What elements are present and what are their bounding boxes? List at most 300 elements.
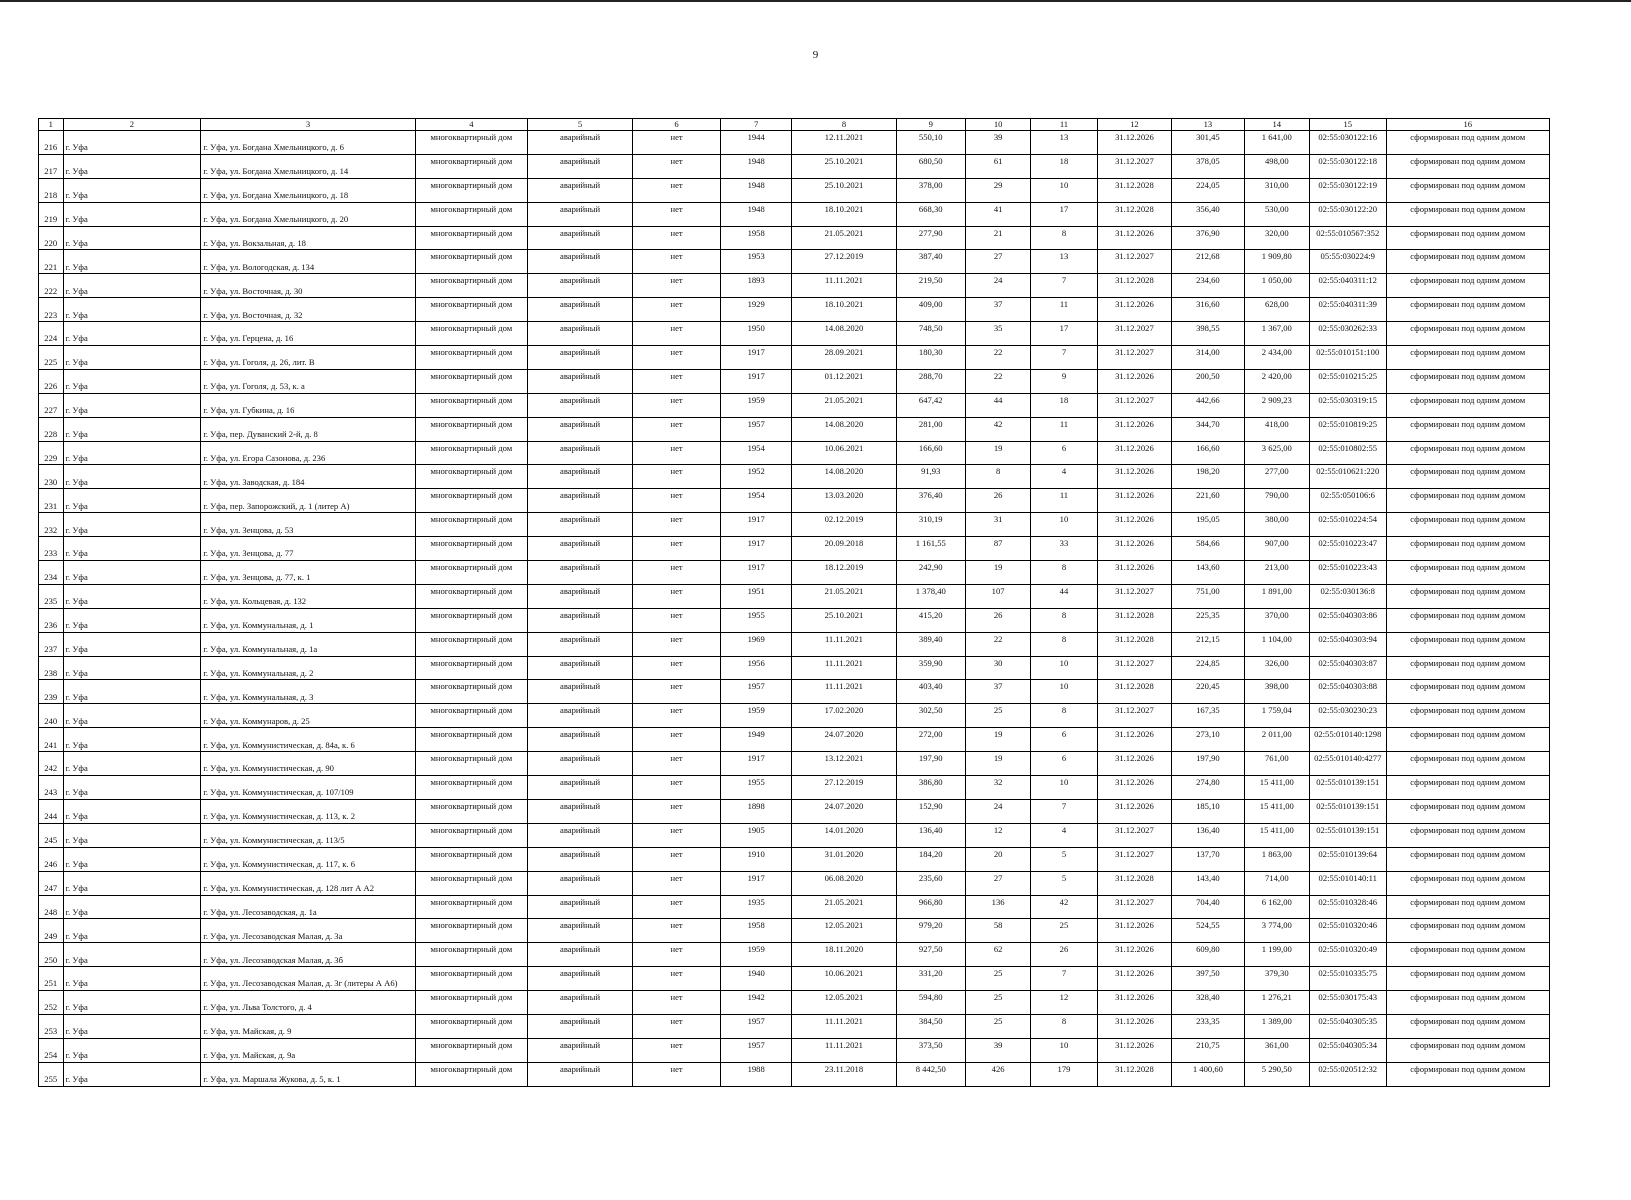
table-cell-col-1: 239: [39, 680, 64, 704]
table-cell-col-10: 44: [965, 393, 1030, 417]
table-cell-col-16: сформирован под одним домом: [1386, 513, 1549, 537]
table-cell-col-5: аварийный: [528, 489, 633, 513]
table-cell-col-7: 1955: [720, 608, 791, 632]
table-cell-col-11: 179: [1031, 1062, 1097, 1086]
table-cell-col-15: 02:55:010139:151: [1309, 776, 1386, 800]
table-cell-col-2: г. Уфа: [63, 704, 201, 728]
table-cell-col-3: г. Уфа, ул. Коммунаров, д. 25: [201, 704, 415, 728]
table-cell-col-15: 02:55:010802:55: [1309, 441, 1386, 465]
table-cell-col-13: 212,68: [1172, 250, 1244, 274]
table-cell-col-9: 184,20: [896, 847, 965, 871]
table-cell-col-6: нет: [633, 919, 721, 943]
column-header-12: 12: [1097, 119, 1172, 131]
table-cell-col-5: аварийный: [528, 728, 633, 752]
table-cell-col-11: 10: [1031, 680, 1097, 704]
table-cell-col-2: г. Уфа: [63, 561, 201, 585]
table-cell-col-9: 594,80: [896, 991, 965, 1015]
table-cell-col-6: нет: [633, 728, 721, 752]
table-cell-col-9: 748,50: [896, 322, 965, 346]
table-cell-col-8: 27.12.2019: [792, 776, 896, 800]
table-cell-col-15: 02:55:030136:8: [1309, 584, 1386, 608]
table-cell-col-10: 42: [965, 417, 1030, 441]
table-cell-col-14: 1 276,21: [1244, 991, 1309, 1015]
table-cell-col-6: нет: [633, 489, 721, 513]
table-cell-col-15: 02:55:030122:16: [1309, 131, 1386, 155]
table-cell-col-11: 8: [1031, 608, 1097, 632]
table-cell-col-12: 31.12.2028: [1097, 608, 1172, 632]
table-cell-col-7: 1954: [720, 489, 791, 513]
table-cell-col-5: аварийный: [528, 632, 633, 656]
table-row: [39, 513, 1550, 537]
table-cell-col-15: 02:55:010567:352: [1309, 226, 1386, 250]
table-cell-col-10: 107: [965, 584, 1030, 608]
table-cell-col-5: аварийный: [528, 1062, 633, 1086]
table-cell-col-7: 1988: [720, 1062, 791, 1086]
table-cell-col-9: 302,50: [896, 704, 965, 728]
table-cell-col-16: сформирован под одним домом: [1386, 250, 1549, 274]
table-cell-col-9: 242,90: [896, 561, 965, 585]
table-cell-col-6: нет: [633, 1062, 721, 1086]
table-cell-col-15: 02:55:010140:1298: [1309, 728, 1386, 752]
table-cell-col-13: 200,50: [1172, 369, 1244, 393]
column-header-13: 13: [1172, 119, 1244, 131]
table-cell-col-15: 02:55:010215:25: [1309, 369, 1386, 393]
table-cell-col-14: 2 909,23: [1244, 393, 1309, 417]
table-cell-col-6: нет: [633, 393, 721, 417]
table-cell-col-4: многоквартирный дом: [415, 632, 527, 656]
table-cell-col-13: 225,35: [1172, 608, 1244, 632]
table-cell-col-14: 1 389,00: [1244, 1014, 1309, 1038]
table-cell-col-6: нет: [633, 680, 721, 704]
table-cell-col-11: 5: [1031, 871, 1097, 895]
table-cell-col-9: 386,80: [896, 776, 965, 800]
table-cell-col-16: сформирован под одним домом: [1386, 656, 1549, 680]
table-cell-col-6: нет: [633, 943, 721, 967]
table-row: [39, 608, 1550, 632]
table-cell-col-10: 22: [965, 632, 1030, 656]
table-cell-col-7: 1905: [720, 823, 791, 847]
table-cell-col-15: 02:55:040303:88: [1309, 680, 1386, 704]
table-cell-col-8: 12.05.2021: [792, 991, 896, 1015]
table-cell-col-16: сформирован под одним домом: [1386, 919, 1549, 943]
table-cell-col-14: 530,00: [1244, 202, 1309, 226]
table-cell-col-13: 376,90: [1172, 226, 1244, 250]
table-cell-col-12: 31.12.2027: [1097, 704, 1172, 728]
table-cell-col-4: многоквартирный дом: [415, 991, 527, 1015]
table-cell-col-2: г. Уфа: [63, 1014, 201, 1038]
table-cell-col-15: 02:55:030122:19: [1309, 178, 1386, 202]
table-cell-col-9: 409,00: [896, 298, 965, 322]
table-cell-col-3: г. Уфа, ул. Льва Толстого, д. 4: [201, 991, 415, 1015]
table-cell-col-10: 58: [965, 919, 1030, 943]
column-header-7: 7: [720, 119, 791, 131]
table-cell-col-4: многоквартирный дом: [415, 346, 527, 370]
table-row: [39, 561, 1550, 585]
table-cell-col-5: аварийный: [528, 441, 633, 465]
table-cell-col-13: 210,75: [1172, 1038, 1244, 1062]
column-header-11: 11: [1031, 119, 1097, 131]
table-cell-col-1: 252: [39, 991, 64, 1015]
table-row: [39, 919, 1550, 943]
column-header-4: 4: [415, 119, 527, 131]
table-cell-col-9: 373,50: [896, 1038, 965, 1062]
table-cell-col-5: аварийный: [528, 274, 633, 298]
table-cell-col-10: 21: [965, 226, 1030, 250]
table-row: [39, 346, 1550, 370]
table-cell-col-16: сформирован под одним домом: [1386, 608, 1549, 632]
table-cell-col-10: 136: [965, 895, 1030, 919]
table-cell-col-11: 8: [1031, 561, 1097, 585]
table-cell-col-4: многоквартирный дом: [415, 776, 527, 800]
table-cell-col-10: 27: [965, 871, 1030, 895]
table-cell-col-10: 12: [965, 823, 1030, 847]
table-cell-col-16: сформирован под одним домом: [1386, 298, 1549, 322]
table-cell-col-2: г. Уфа: [63, 1062, 201, 1086]
table-cell-col-10: 19: [965, 561, 1030, 585]
table-cell-col-15: 02:55:010139:64: [1309, 847, 1386, 871]
table-cell-col-11: 9: [1031, 369, 1097, 393]
table-row: [39, 417, 1550, 441]
table-cell-col-2: г. Уфа: [63, 393, 201, 417]
table-cell-col-5: аварийный: [528, 322, 633, 346]
table-cell-col-2: г. Уфа: [63, 250, 201, 274]
table-cell-col-8: 25.10.2021: [792, 608, 896, 632]
table-cell-col-10: 25: [965, 704, 1030, 728]
table-row: [39, 752, 1550, 776]
table-cell-col-9: 331,20: [896, 967, 965, 991]
table-cell-col-15: 02:55:030230:23: [1309, 704, 1386, 728]
table-cell-col-1: 251: [39, 967, 64, 991]
table-cell-col-11: 26: [1031, 943, 1097, 967]
table-cell-col-1: 234: [39, 561, 64, 585]
table-cell-col-6: нет: [633, 202, 721, 226]
table-row: [39, 967, 1550, 991]
table-cell-col-12: 31.12.2027: [1097, 847, 1172, 871]
table-cell-col-15: 02:55:010320:49: [1309, 943, 1386, 967]
table-cell-col-13: 166,60: [1172, 441, 1244, 465]
table-cell-col-10: 87: [965, 537, 1030, 561]
table-cell-col-9: 180,30: [896, 346, 965, 370]
table-cell-col-16: сформирован под одним домом: [1386, 991, 1549, 1015]
column-number-row: [39, 119, 1550, 131]
table-cell-col-2: г. Уфа: [63, 178, 201, 202]
table-cell-col-15: 02:55:030122:20: [1309, 202, 1386, 226]
table-cell-col-2: г. Уфа: [63, 991, 201, 1015]
table-cell-col-3: г. Уфа, ул. Коммунистическая, д. 113/5: [201, 823, 415, 847]
table-row: [39, 393, 1550, 417]
table-row: [39, 154, 1550, 178]
table-cell-col-8: 24.07.2020: [792, 799, 896, 823]
table-cell-col-1: 241: [39, 728, 64, 752]
table-cell-col-8: 28.09.2021: [792, 346, 896, 370]
table-cell-col-14: 5 290,50: [1244, 1062, 1309, 1086]
table-cell-col-1: 228: [39, 417, 64, 441]
table-cell-col-3: г. Уфа, ул. Лесозаводская, д. 1а: [201, 895, 415, 919]
table-cell-col-2: г. Уфа: [63, 298, 201, 322]
table-cell-col-4: многоквартирный дом: [415, 441, 527, 465]
table-row: [39, 704, 1550, 728]
table-cell-col-7: 1917: [720, 346, 791, 370]
table-cell-col-8: 12.05.2021: [792, 919, 896, 943]
table-cell-col-8: 13.12.2021: [792, 752, 896, 776]
table-cell-col-12: 31.12.2027: [1097, 346, 1172, 370]
table-cell-col-2: г. Уфа: [63, 584, 201, 608]
table-cell-col-12: 31.12.2026: [1097, 1038, 1172, 1062]
table-cell-col-3: г. Уфа, ул. Коммунальная, д. 1а: [201, 632, 415, 656]
table-cell-col-8: 24.07.2020: [792, 728, 896, 752]
table-row: [39, 1014, 1550, 1038]
table-cell-col-14: 628,00: [1244, 298, 1309, 322]
table-cell-col-2: г. Уфа: [63, 441, 201, 465]
table-cell-col-8: 12.11.2021: [792, 131, 896, 155]
table-row: [39, 178, 1550, 202]
table-row: [39, 274, 1550, 298]
table-cell-col-1: 233: [39, 537, 64, 561]
table-cell-col-11: 4: [1031, 823, 1097, 847]
table-cell-col-10: 22: [965, 369, 1030, 393]
table-cell-col-6: нет: [633, 561, 721, 585]
table-row: [39, 584, 1550, 608]
table-cell-col-15: 02:55:020512:32: [1309, 1062, 1386, 1086]
table-cell-col-6: нет: [633, 537, 721, 561]
table-cell-col-13: 301,45: [1172, 131, 1244, 155]
table-cell-col-6: нет: [633, 274, 721, 298]
table-cell-col-3: г. Уфа, ул. Гоголя, д. 53, к. а: [201, 369, 415, 393]
table-cell-col-9: 152,90: [896, 799, 965, 823]
table-row: [39, 632, 1550, 656]
column-header-9: 9: [896, 119, 965, 131]
table-cell-col-7: 1940: [720, 967, 791, 991]
table-cell-col-7: 1969: [720, 632, 791, 656]
table-cell-col-6: нет: [633, 1014, 721, 1038]
table-cell-col-9: 403,40: [896, 680, 965, 704]
table-cell-col-4: многоквартирный дом: [415, 250, 527, 274]
table-cell-col-14: 790,00: [1244, 489, 1309, 513]
table-cell-col-3: г. Уфа, ул. Зенцова, д. 77: [201, 537, 415, 561]
table-cell-col-16: сформирован под одним домом: [1386, 1062, 1549, 1086]
table-cell-col-13: 212,15: [1172, 632, 1244, 656]
table-cell-col-13: 233,35: [1172, 1014, 1244, 1038]
table-cell-col-4: многоквартирный дом: [415, 1038, 527, 1062]
table-cell-col-9: 288,70: [896, 369, 965, 393]
table-cell-col-4: многоквартирный дом: [415, 871, 527, 895]
table-cell-col-15: 02:55:010140:4277: [1309, 752, 1386, 776]
column-header-10: 10: [965, 119, 1030, 131]
table-cell-col-7: 1949: [720, 728, 791, 752]
table-cell-col-1: 223: [39, 298, 64, 322]
table-cell-col-9: 310,19: [896, 513, 965, 537]
table-cell-col-12: 31.12.2026: [1097, 537, 1172, 561]
table-cell-col-7: 1950: [720, 322, 791, 346]
table-cell-col-8: 10.06.2021: [792, 441, 896, 465]
table-cell-col-16: сформирован под одним домом: [1386, 680, 1549, 704]
table-cell-col-2: г. Уфа: [63, 513, 201, 537]
table-cell-col-1: 236: [39, 608, 64, 632]
table-cell-col-10: 30: [965, 656, 1030, 680]
table-cell-col-13: 224,05: [1172, 178, 1244, 202]
table-cell-col-15: 02:55:040303:86: [1309, 608, 1386, 632]
table-cell-col-13: 442,66: [1172, 393, 1244, 417]
table-cell-col-11: 11: [1031, 298, 1097, 322]
table-cell-col-14: 1 863,00: [1244, 847, 1309, 871]
table-cell-col-8: 18.12.2019: [792, 561, 896, 585]
table-cell-col-14: 15 411,00: [1244, 799, 1309, 823]
table-cell-col-2: г. Уфа: [63, 632, 201, 656]
table-cell-col-3: г. Уфа, ул. Зенцова, д. 53: [201, 513, 415, 537]
table-cell-col-11: 7: [1031, 346, 1097, 370]
table-cell-col-7: 1917: [720, 513, 791, 537]
table-cell-col-8: 14.08.2020: [792, 417, 896, 441]
table-cell-col-12: 31.12.2026: [1097, 943, 1172, 967]
register-table: [38, 118, 1550, 1087]
column-header-3: 3: [201, 119, 415, 131]
table-cell-col-16: сформирован под одним домом: [1386, 154, 1549, 178]
table-cell-col-15: 02:55:010320:46: [1309, 919, 1386, 943]
table-cell-col-4: многоквартирный дом: [415, 799, 527, 823]
table-cell-col-16: сформирован под одним домом: [1386, 346, 1549, 370]
table-cell-col-10: 25: [965, 1014, 1030, 1038]
table-cell-col-3: г. Уфа, ул. Майская, д. 9: [201, 1014, 415, 1038]
table-cell-col-5: аварийный: [528, 967, 633, 991]
table-cell-col-7: 1898: [720, 799, 791, 823]
table-cell-col-14: 1 759,04: [1244, 704, 1309, 728]
table-cell-col-2: г. Уфа: [63, 1038, 201, 1062]
table-row: [39, 537, 1550, 561]
table-cell-col-3: г. Уфа, ул. Лесозаводская Малая, д. 3а: [201, 919, 415, 943]
table-cell-col-1: 221: [39, 250, 64, 274]
table-cell-col-5: аварийный: [528, 1038, 633, 1062]
table-cell-col-15: 02:55:040305:34: [1309, 1038, 1386, 1062]
table-cell-col-3: г. Уфа, ул. Коммунистическая, д. 128 лит А А2: [201, 871, 415, 895]
table-cell-col-12: 31.12.2026: [1097, 799, 1172, 823]
table-cell-col-7: 1957: [720, 680, 791, 704]
table-cell-col-8: 01.12.2021: [792, 369, 896, 393]
table-cell-col-1: 246: [39, 847, 64, 871]
table-cell-col-10: 37: [965, 680, 1030, 704]
page-number: 9: [812, 49, 819, 61]
table-cell-col-11: 8: [1031, 1014, 1097, 1038]
table-cell-col-1: 247: [39, 871, 64, 895]
table-cell-col-6: нет: [633, 632, 721, 656]
table-cell-col-4: многоквартирный дом: [415, 513, 527, 537]
table-cell-col-1: 217: [39, 154, 64, 178]
table-cell-col-2: г. Уфа: [63, 346, 201, 370]
table-cell-col-9: 1 161,55: [896, 537, 965, 561]
table-cell-col-4: многоквартирный дом: [415, 608, 527, 632]
table-cell-col-1: 220: [39, 226, 64, 250]
column-header-16: 16: [1386, 119, 1549, 131]
table-cell-col-12: 31.12.2026: [1097, 369, 1172, 393]
column-header-8: 8: [792, 119, 896, 131]
table-cell-col-6: нет: [633, 799, 721, 823]
table-cell-col-11: 12: [1031, 991, 1097, 1015]
table-cell-col-6: нет: [633, 823, 721, 847]
table-cell-col-6: нет: [633, 752, 721, 776]
table-cell-col-7: 1948: [720, 202, 791, 226]
table-cell-col-14: 714,00: [1244, 871, 1309, 895]
table-cell-col-13: 221,60: [1172, 489, 1244, 513]
table-cell-col-14: 418,00: [1244, 417, 1309, 441]
table-cell-col-1: 244: [39, 799, 64, 823]
table-cell-col-5: аварийный: [528, 250, 633, 274]
table-cell-col-11: 7: [1031, 967, 1097, 991]
table-cell-col-5: аварийный: [528, 991, 633, 1015]
table-cell-col-11: 10: [1031, 513, 1097, 537]
table-cell-col-5: аварийный: [528, 871, 633, 895]
table-cell-col-1: 255: [39, 1062, 64, 1086]
table-cell-col-4: многоквартирный дом: [415, 537, 527, 561]
column-header-1: 1: [39, 119, 64, 131]
table-cell-col-7: 1951: [720, 584, 791, 608]
table-cell-col-16: сформирован под одним домом: [1386, 561, 1549, 585]
table-cell-col-3: г. Уфа, ул. Восточная, д. 30: [201, 274, 415, 298]
table-cell-col-5: аварийный: [528, 704, 633, 728]
table-cell-col-8: 21.05.2021: [792, 226, 896, 250]
table-cell-col-11: 42: [1031, 895, 1097, 919]
table-cell-col-7: 1958: [720, 226, 791, 250]
table-cell-col-9: 277,90: [896, 226, 965, 250]
table-cell-col-16: сформирован под одним домом: [1386, 1014, 1549, 1038]
table-cell-col-2: г. Уфа: [63, 919, 201, 943]
table-cell-col-15: 02:55:030122:18: [1309, 154, 1386, 178]
table-cell-col-11: 25: [1031, 919, 1097, 943]
table-row: [39, 465, 1550, 489]
table-cell-col-8: 11.11.2021: [792, 1038, 896, 1062]
table-cell-col-7: 1959: [720, 393, 791, 417]
table-cell-col-12: 31.12.2028: [1097, 202, 1172, 226]
table-cell-col-11: 8: [1031, 704, 1097, 728]
table-cell-col-1: 231: [39, 489, 64, 513]
table-cell-col-13: 273,10: [1172, 728, 1244, 752]
table-cell-col-3: г. Уфа, ул. Гоголя, д. 26, лит. В: [201, 346, 415, 370]
table-cell-col-14: 379,30: [1244, 967, 1309, 991]
table-cell-col-10: 31: [965, 513, 1030, 537]
table-cell-col-9: 979,20: [896, 919, 965, 943]
table-cell-col-12: 31.12.2026: [1097, 417, 1172, 441]
table-cell-col-3: г. Уфа, ул. Коммунистическая, д. 113, к. 2: [201, 799, 415, 823]
table-cell-col-2: г. Уфа: [63, 943, 201, 967]
table-cell-col-8: 18.10.2021: [792, 202, 896, 226]
table-cell-col-4: многоквартирный дом: [415, 561, 527, 585]
table-cell-col-5: аварийный: [528, 537, 633, 561]
table-row: [39, 131, 1550, 155]
table-cell-col-5: аварийный: [528, 346, 633, 370]
table-cell-col-4: многоквартирный дом: [415, 728, 527, 752]
table-cell-col-9: 235,60: [896, 871, 965, 895]
table-cell-col-14: 498,00: [1244, 154, 1309, 178]
table-cell-col-10: 426: [965, 1062, 1030, 1086]
table-cell-col-2: г. Уфа: [63, 369, 201, 393]
table-cell-col-5: аварийный: [528, 226, 633, 250]
table-cell-col-1: 222: [39, 274, 64, 298]
table-cell-col-10: 39: [965, 1038, 1030, 1062]
table-cell-col-13: 143,60: [1172, 561, 1244, 585]
table-cell-col-7: 1959: [720, 943, 791, 967]
table-cell-col-6: нет: [633, 298, 721, 322]
table-row: [39, 895, 1550, 919]
table-cell-col-14: 2 434,00: [1244, 346, 1309, 370]
table-cell-col-1: 218: [39, 178, 64, 202]
table-cell-col-1: 216: [39, 131, 64, 155]
table-cell-col-11: 6: [1031, 728, 1097, 752]
table-cell-col-13: 356,40: [1172, 202, 1244, 226]
table-cell-col-5: аварийный: [528, 847, 633, 871]
table-cell-col-14: 761,00: [1244, 752, 1309, 776]
table-cell-col-16: сформирован под одним домом: [1386, 704, 1549, 728]
table-cell-col-15: 02:55:010328:46: [1309, 895, 1386, 919]
table-cell-col-12: 31.12.2028: [1097, 1062, 1172, 1086]
table-cell-col-1: 232: [39, 513, 64, 537]
